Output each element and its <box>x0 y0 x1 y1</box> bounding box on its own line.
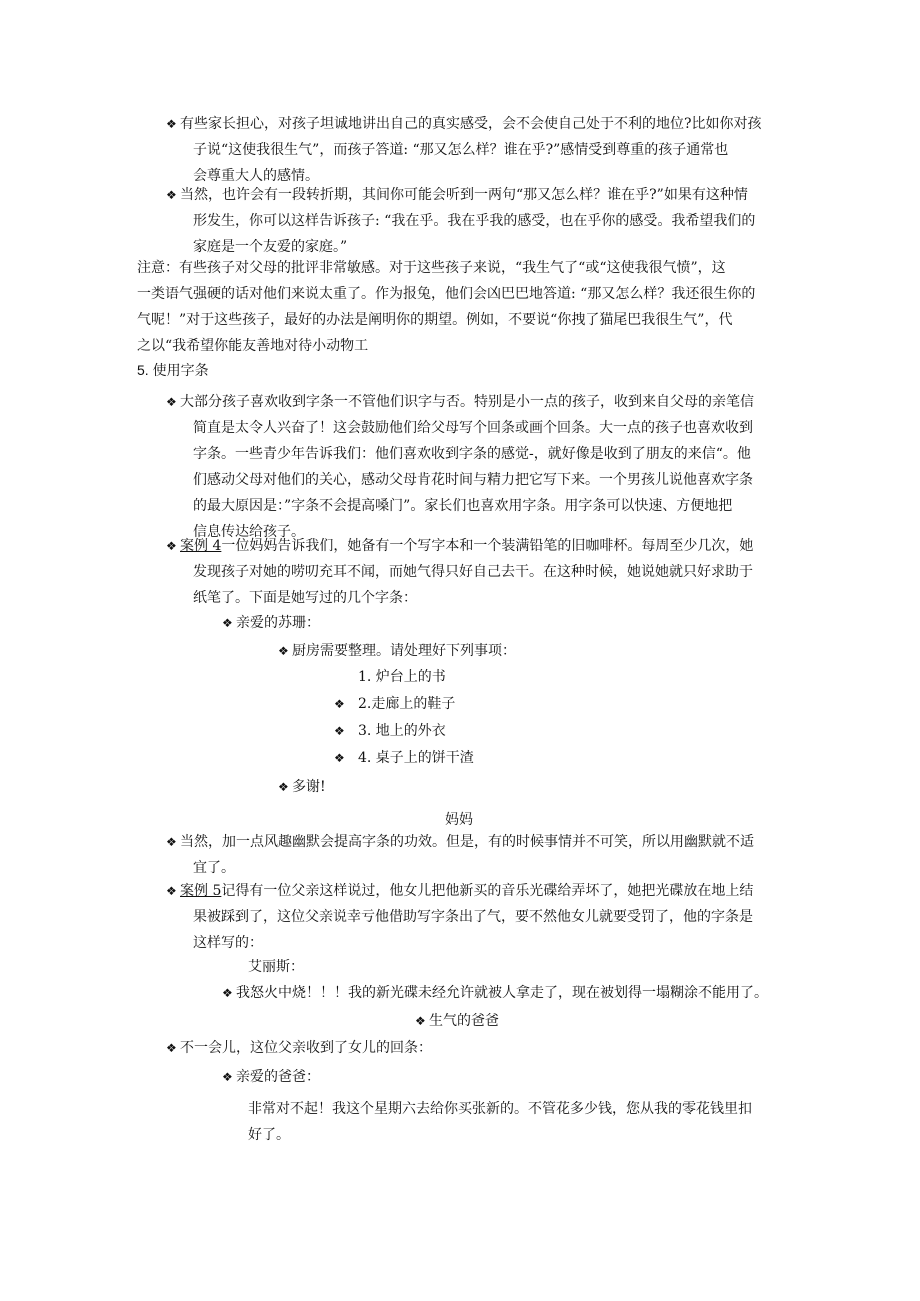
list-item-text: 4. 桌子上的饼干渣 <box>358 750 474 766</box>
bullet-icon: ❖ <box>166 835 177 849</box>
list-item-text: 3. 地上的外衣 <box>358 723 446 739</box>
text-line: 信息传达给孩子。 <box>193 524 305 540</box>
section-heading <box>137 357 209 383</box>
text-line: 大部分孩子喜欢收到字条一不管他们识字与否。特别是小一点的孩子，收到来自父母的亲笔信 <box>180 394 754 410</box>
bullet-icon: ❖ <box>278 644 289 658</box>
paragraph-note <box>137 255 755 359</box>
bullet-icon: ❖ <box>166 395 177 409</box>
text-line: 非常对不起！我这个星期六去给你买张新的。不管花多少钱，您从我的零花钱里扣 <box>248 1101 752 1117</box>
note-thanks <box>278 774 326 800</box>
bullet-icon: ❖ <box>222 986 233 1000</box>
bullet-icon: ❖ <box>166 117 177 131</box>
note-signature <box>415 1008 499 1034</box>
intro-text: 厨房需要整理。请处理好下列事项： <box>292 643 516 659</box>
paragraph-notes-intro <box>166 389 754 545</box>
text-line: 不一会儿，这位父亲收到了女儿的回条： <box>180 1040 432 1056</box>
note-intro <box>278 638 516 664</box>
bullet-icon: ❖ <box>166 539 177 553</box>
list-item-text: 2.走廊上的鞋子 <box>358 696 456 712</box>
text-line: 字条。一些青少年告诉我们：他们喜欢收到字条的感觉-，就好像是收到了朋友的来信“。他 <box>193 446 751 462</box>
bullet-icon: ❖ <box>166 1041 177 1055</box>
text-line: 果被踩到了，这位父亲说幸亏他借助写字条出了气，要不然他女儿就要受罚了，他的字条是 <box>193 909 753 925</box>
text-line: 简直是太令人兴奋了！这会鼓励他们给父母写个回条或画个回条。大一点的孩子也喜欢收到 <box>193 420 753 436</box>
bullet-icon: ❖ <box>334 697 345 711</box>
text-line: 的最大原因是：”字条不会提高嗓门”。家长们也喜欢用字条。用字条可以快速、方便地把 <box>193 498 733 514</box>
list-item-text: 1. 炉台上的书 <box>358 669 446 685</box>
note-salutation <box>222 610 320 636</box>
text-line: 形发生，你可以这样告诉孩子: “我在乎。我在乎我的感受，也在乎你的感受。我希望我们的 <box>193 213 756 229</box>
text-line: 气呢！”对于这些孩子，最好的办法是阐明你的期望。例如，不要说“你拽了猫尾巴我很生气”，代 <box>137 312 733 328</box>
section-title: 5. 使用字条 <box>137 362 209 378</box>
text-line: 发现孩子对她的唠叨充耳不闻，而她气得只好自己去干。在这种时候，她说她就只好求助于 <box>193 564 753 580</box>
list-item <box>334 718 446 744</box>
text-line: 家庭是一个友爱的家庭。” <box>193 239 348 255</box>
signature-text: 生气的爸爸 <box>429 1013 499 1029</box>
paragraph-transition <box>166 182 756 260</box>
note-body <box>222 980 768 1006</box>
note-body-text: 我怒火中烧！！！我的新光碟未经允许就被人拿走了，现在被划得一塌糊涂不能用了。 <box>236 985 768 1001</box>
signature-text: 妈妈 <box>445 812 473 828</box>
salutation-text: 艾丽斯： <box>248 959 304 975</box>
bullet-icon: ❖ <box>166 884 177 898</box>
bullet-icon: ❖ <box>222 616 233 630</box>
case-text: 记得有一位父亲这样说过，他女儿把他新买的音乐光碟给弄坏了，她把光碟放在地上结 <box>221 883 754 899</box>
bullet-icon: ❖ <box>222 1070 233 1084</box>
paragraph-worry <box>166 111 762 189</box>
list-item <box>358 664 446 690</box>
text-line: 这样写的： <box>193 935 263 951</box>
text-line <box>180 533 753 559</box>
text-line <box>180 878 753 904</box>
text-line: 们感动父母对他们的关心，感动父母肯花时间与精力把它写下来。一个男孩儿说他喜欢字条 <box>193 472 753 488</box>
reply-body <box>248 1096 752 1148</box>
paragraph-reply-intro <box>166 1035 432 1061</box>
case-label: 案例 5 <box>180 883 222 899</box>
bullet-icon: ❖ <box>334 751 345 765</box>
list-item <box>334 745 474 771</box>
list-item <box>334 691 456 717</box>
salutation-text: 亲爱的爸爸： <box>236 1069 320 1085</box>
text-line: 会尊重大人的感情。 <box>193 168 319 184</box>
text-line: 好了。 <box>248 1127 290 1143</box>
paragraph-case-5 <box>166 878 754 956</box>
text-line: 当然，加一点风趣幽默会提高字条的功效。但是，有的时候事情并不可笑，所以用幽默就不适 <box>180 834 754 850</box>
paragraph-case-4 <box>166 533 754 611</box>
text-line: 一类语气强硬的话对他们来说太重了。作为报兔，他们会凶巴巴地答道: “那又怎么样？我还很生你的 <box>137 286 756 302</box>
text-line: 子说“这使我很生气”，而孩子答道: “那又怎么样？谁在乎?”感情受到尊重的孩子通常也 <box>193 142 729 158</box>
bullet-icon: ❖ <box>278 780 289 794</box>
bullet-icon: ❖ <box>334 724 345 738</box>
thanks-text: 多谢! <box>292 779 326 795</box>
text-line: 宜了。 <box>193 860 235 876</box>
text-line: 纸笔了。下面是她写过的几个字条： <box>193 590 417 606</box>
bullet-icon: ❖ <box>415 1014 426 1028</box>
reply-salutation <box>222 1064 320 1090</box>
text-line: 注意：有些孩子对父母的批评非常敏感。对于这些孩子来说，“我生气了“或“这使我很气愤”，这 <box>137 260 726 276</box>
text-line: 之以“我希望你能友善地对待小动物工 <box>137 338 369 354</box>
case-text: 一位妈妈告诉我们，她备有一个写字本和一个装满铅笔的旧咖啡杯。每周至少几次，她 <box>221 538 754 554</box>
text-line: 有些家长担心，对孩子坦诚地讲出自己的真实感受，会不会使自己处于不利的地位?比如你对孩 <box>180 116 762 132</box>
salutation-text: 亲爱的苏珊： <box>236 615 320 631</box>
bullet-icon: ❖ <box>166 188 177 202</box>
paragraph-humor <box>166 829 754 881</box>
text-line: 当然，也许会有一段转折期，其间你可能会听到一两句“那又怎么样？谁在乎?”如果有这种情 <box>180 187 748 203</box>
case-label: 案例 4 <box>180 538 222 554</box>
note-salutation <box>248 954 304 980</box>
